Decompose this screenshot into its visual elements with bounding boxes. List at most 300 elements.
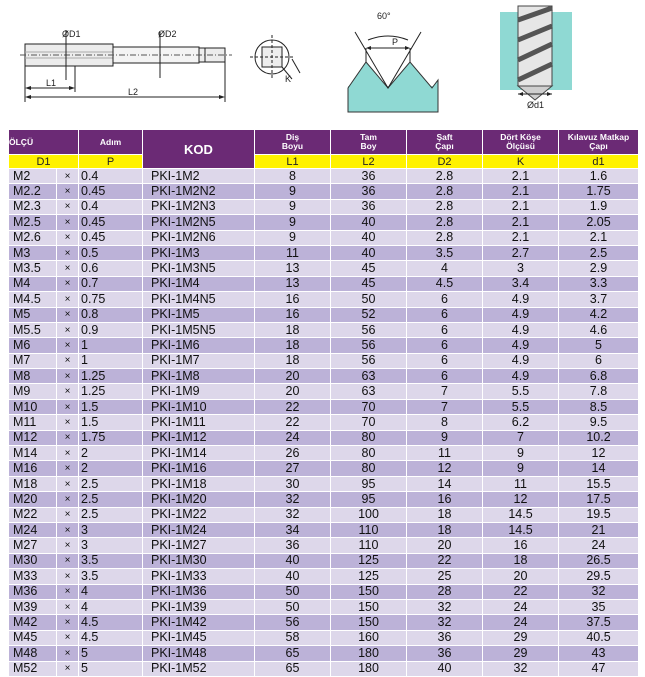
cell-size: M30 [9,553,57,568]
cell-shank-dia: 22 [407,553,483,568]
cell-shank-dia: 7 [407,384,483,399]
cell-drill-dia: 4.2 [559,307,639,322]
sym-d1: D1 [9,155,79,169]
cell-total-length: 40 [331,230,407,245]
cell-shank-dia: 16 [407,492,483,507]
cell-total-length: 45 [331,276,407,291]
cell-size: M4.5 [9,292,57,307]
cell-total-length: 45 [331,261,407,276]
cell-code: PKI-1M2N6 [143,230,255,245]
table-row [9,399,639,414]
cell-code: PKI-1M2 [143,169,255,184]
cell-drill-dia: 2.9 [559,261,639,276]
cell-times: × [57,230,79,245]
cell-thread-length: 9 [255,230,331,245]
cell-pitch: 0.75 [79,292,143,307]
cell-code: PKI-1M9 [143,384,255,399]
cell-pitch: 1 [79,353,143,368]
cell-square: 9 [483,461,559,476]
cell-drill-dia: 5 [559,338,639,353]
cell-shank-dia: 2.8 [407,184,483,199]
cell-times: × [57,353,79,368]
spec-table [8,129,639,677]
cell-shank-dia: 6 [407,322,483,337]
cell-square: 14.5 [483,507,559,522]
cell-pitch: 0.9 [79,322,143,337]
cell-square: 6.2 [483,415,559,430]
cell-size: M52 [9,661,57,676]
cell-times: × [57,199,79,214]
header-adim [79,130,143,155]
sym-k: K [483,155,559,169]
cell-times: × [57,492,79,507]
cell-total-length: 150 [331,584,407,599]
cell-drill-dia: 6 [559,353,639,368]
table-row [9,292,639,307]
cell-shank-dia: 36 [407,630,483,645]
cell-square: 2.1 [483,184,559,199]
cell-size: M7 [9,353,57,368]
cell-drill-dia: 4.6 [559,322,639,337]
cell-pitch: 1.25 [79,384,143,399]
cell-thread-length: 27 [255,461,331,476]
header-kod: KOD [143,130,255,169]
cell-drill-dia: 14 [559,461,639,476]
table-row [9,476,639,491]
table-body [9,169,639,677]
table-row [9,630,639,645]
cell-shank-dia: 2.8 [407,215,483,230]
cell-times: × [57,538,79,553]
cell-shank-dia: 6 [407,353,483,368]
cell-drill-dia: 10.2 [559,430,639,445]
header-kose-line1: Dört Köşe [500,132,541,142]
cell-shank-dia: 2.8 [407,169,483,184]
cell-times: × [57,446,79,461]
header-dis-boyu-line1: Diş [285,132,300,142]
table-row [9,430,639,445]
cell-total-length: 125 [331,553,407,568]
cell-thread-length: 9 [255,184,331,199]
cell-times: × [57,646,79,661]
cell-square: 20 [483,569,559,584]
cell-thread-length: 36 [255,538,331,553]
cell-thread-length: 32 [255,507,331,522]
table-row [9,661,639,676]
cell-times: × [57,461,79,476]
cell-drill-dia: 37.5 [559,615,639,630]
table-row [9,199,639,214]
header-saft [407,130,483,155]
cell-pitch: 0.45 [79,215,143,230]
cell-total-length: 125 [331,569,407,584]
cell-thread-length: 16 [255,292,331,307]
cell-code: PKI-1M36 [143,584,255,599]
cell-code: PKI-1M16 [143,461,255,476]
cell-code: PKI-1M14 [143,446,255,461]
cell-square: 2.1 [483,215,559,230]
cell-shank-dia: 4.5 [407,276,483,291]
cell-shank-dia: 3.5 [407,245,483,260]
cell-thread-length: 18 [255,322,331,337]
label-d2: ØD2 [158,29,177,39]
cell-code: PKI-1M33 [143,569,255,584]
cell-square: 4.9 [483,307,559,322]
cell-thread-length: 50 [255,599,331,614]
cell-code: PKI-1M3N5 [143,261,255,276]
cell-size: M4 [9,276,57,291]
table-row [9,553,639,568]
table-row [9,384,639,399]
table-row [9,584,639,599]
label-k: K [285,74,292,84]
cell-times: × [57,245,79,260]
cell-total-length: 80 [331,446,407,461]
header-saft-line1: Şaft [436,132,453,142]
cell-square: 18 [483,553,559,568]
cell-thread-length: 50 [255,584,331,599]
cell-pitch: 1.25 [79,369,143,384]
table-row [9,338,639,353]
cell-thread-length: 16 [255,307,331,322]
cell-total-length: 150 [331,615,407,630]
cell-thread-length: 58 [255,630,331,645]
cell-thread-length: 18 [255,338,331,353]
table-row [9,369,639,384]
cell-thread-length: 20 [255,369,331,384]
cell-square: 9 [483,446,559,461]
cell-square: 4.9 [483,292,559,307]
sym-l2: L2 [331,155,407,169]
cell-code: PKI-1M30 [143,553,255,568]
cell-thread-length: 65 [255,661,331,676]
cell-total-length: 70 [331,415,407,430]
cell-times: × [57,415,79,430]
cell-times: × [57,169,79,184]
cell-code: PKI-1M24 [143,522,255,537]
table-row [9,353,639,368]
cell-drill-dia: 19.5 [559,507,639,522]
cell-total-length: 95 [331,492,407,507]
header-tam-boy-line1: Tam [360,132,377,142]
sym-d2: D2 [407,155,483,169]
cell-times: × [57,553,79,568]
cell-shank-dia: 6 [407,292,483,307]
cell-code: PKI-1M5N5 [143,322,255,337]
table-row [9,261,639,276]
cell-thread-length: 9 [255,199,331,214]
cell-shank-dia: 18 [407,507,483,522]
cell-code: PKI-1M45 [143,630,255,645]
cell-pitch: 5 [79,661,143,676]
cell-pitch: 0.6 [79,261,143,276]
cell-total-length: 36 [331,184,407,199]
cell-size: M10 [9,399,57,414]
cell-times: × [57,430,79,445]
cell-drill-dia: 8.5 [559,399,639,414]
cell-shank-dia: 7 [407,399,483,414]
header-adim-label: Adım [99,136,122,147]
cell-shank-dia: 25 [407,569,483,584]
cell-square: 22 [483,584,559,599]
tap-side-view [20,30,232,102]
cell-times: × [57,276,79,291]
cell-square: 11 [483,476,559,491]
cell-square: 3.4 [483,276,559,291]
cell-size: M5.5 [9,322,57,337]
cell-drill-dia: 21 [559,522,639,537]
cell-pitch: 1 [79,338,143,353]
cell-square: 3 [483,261,559,276]
cell-times: × [57,322,79,337]
cell-pitch: 1.5 [79,415,143,430]
cell-total-length: 36 [331,199,407,214]
table-row [9,569,639,584]
cell-size: M2.2 [9,184,57,199]
cell-square: 2.1 [483,199,559,214]
table-row [9,522,639,537]
table-row [9,169,639,184]
cell-size: M27 [9,538,57,553]
table-row [9,322,639,337]
cell-total-length: 180 [331,661,407,676]
cell-drill-dia: 1.9 [559,199,639,214]
cell-total-length: 63 [331,369,407,384]
cell-times: × [57,369,79,384]
cell-code: PKI-1M4N5 [143,292,255,307]
cell-pitch: 4 [79,599,143,614]
cell-code: PKI-1M42 [143,615,255,630]
cell-drill-dia: 15.5 [559,476,639,491]
diagram-strip [0,0,645,128]
drill-bit-view [500,6,572,100]
cell-drill-dia: 3.3 [559,276,639,291]
cell-square: 2.1 [483,169,559,184]
cell-pitch: 0.4 [79,199,143,214]
cell-square: 29 [483,630,559,645]
cell-pitch: 0.45 [79,184,143,199]
cell-pitch: 3 [79,522,143,537]
cell-drill-dia: 7.8 [559,384,639,399]
cell-code: PKI-1M18 [143,476,255,491]
cell-code: PKI-1M10 [143,399,255,414]
cell-code: PKI-1M2N3 [143,199,255,214]
cell-shank-dia: 32 [407,615,483,630]
cell-size: M2.6 [9,230,57,245]
cell-drill-dia: 12 [559,446,639,461]
cell-size: M2.3 [9,199,57,214]
label-p: P [392,37,399,47]
cell-code: PKI-1M4 [143,276,255,291]
cell-shank-dia: 32 [407,599,483,614]
header-olcu-label: ÖLÇÜ [9,136,34,147]
cell-drill-dia: 32 [559,584,639,599]
cell-square: 5.5 [483,384,559,399]
header-dis-boyu-line2: Boyu [281,141,304,151]
cell-times: × [57,584,79,599]
cell-thread-length: 65 [255,646,331,661]
cell-pitch: 0.45 [79,230,143,245]
cell-pitch: 3.5 [79,569,143,584]
cell-pitch: 0.4 [79,169,143,184]
cell-times: × [57,215,79,230]
cell-shank-dia: 36 [407,646,483,661]
cell-pitch: 2 [79,446,143,461]
header-olcu [9,130,79,155]
cell-shank-dia: 14 [407,476,483,491]
cell-total-length: 56 [331,338,407,353]
cell-shank-dia: 28 [407,584,483,599]
table-row [9,184,639,199]
cell-shank-dia: 40 [407,661,483,676]
cell-code: PKI-1M11 [143,415,255,430]
cell-drill-dia: 17.5 [559,492,639,507]
cell-size: M42 [9,615,57,630]
cell-size: M20 [9,492,57,507]
cell-code: PKI-1M8 [143,369,255,384]
cell-pitch: 1.75 [79,430,143,445]
cell-shank-dia: 4 [407,261,483,276]
cell-size: M24 [9,522,57,537]
cell-times: × [57,522,79,537]
cell-drill-dia: 29.5 [559,569,639,584]
cell-thread-length: 8 [255,169,331,184]
cell-pitch: 1.5 [79,399,143,414]
cell-drill-dia: 1.75 [559,184,639,199]
cell-shank-dia: 12 [407,461,483,476]
cell-square: 12 [483,492,559,507]
cell-drill-dia: 40.5 [559,630,639,645]
header-matkap-line2: Çapı [589,141,608,151]
cell-times: × [57,476,79,491]
cell-times: × [57,338,79,353]
cell-thread-length: 26 [255,446,331,461]
cell-times: × [57,399,79,414]
cell-thread-length: 34 [255,522,331,537]
cell-square: 4.9 [483,322,559,337]
cell-times: × [57,184,79,199]
header-matkap-line1: Kılavuz Matkap [567,132,630,142]
cell-size: M14 [9,446,57,461]
cell-drill-dia: 2.1 [559,230,639,245]
cell-code: PKI-1M48 [143,646,255,661]
cell-size: M5 [9,307,57,322]
header-tam-boy [331,130,407,155]
cell-code: PKI-1M22 [143,507,255,522]
cell-square: 24 [483,615,559,630]
square-drive-view [250,35,300,79]
cell-thread-length: 56 [255,615,331,630]
cell-thread-length: 13 [255,276,331,291]
cell-pitch: 0.8 [79,307,143,322]
cell-code: PKI-1M2N2 [143,184,255,199]
cell-shank-dia: 6 [407,338,483,353]
cell-size: M48 [9,646,57,661]
table-row [9,276,639,291]
cell-thread-length: 40 [255,553,331,568]
cell-square: 4.9 [483,338,559,353]
cell-size: M22 [9,507,57,522]
header-kose-line2: Ölçüsü [506,141,535,151]
cell-pitch: 2.5 [79,476,143,491]
cell-total-length: 110 [331,522,407,537]
cell-pitch: 4.5 [79,630,143,645]
cell-size: M45 [9,630,57,645]
cell-size: M9 [9,384,57,399]
label-l1: L1 [46,78,57,88]
cell-pitch: 0.5 [79,245,143,260]
cell-drill-dia: 47 [559,661,639,676]
cell-drill-dia: 43 [559,646,639,661]
cell-square: 24 [483,599,559,614]
cell-shank-dia: 6 [407,369,483,384]
cell-size: M8 [9,369,57,384]
table-row [9,245,639,260]
cell-size: M36 [9,584,57,599]
table-row [9,461,639,476]
cell-thread-length: 13 [255,261,331,276]
cell-drill-dia: 24 [559,538,639,553]
header-saft-line2: Çapı [435,141,454,151]
cell-total-length: 80 [331,430,407,445]
cell-shank-dia: 2.8 [407,199,483,214]
cell-times: × [57,261,79,276]
cell-shank-dia: 20 [407,538,483,553]
cell-total-length: 80 [331,461,407,476]
cell-square: 14.5 [483,522,559,537]
cell-square: 4.9 [483,369,559,384]
cell-size: M16 [9,461,57,476]
cell-pitch: 2.5 [79,492,143,507]
cell-total-length: 40 [331,245,407,260]
cell-total-length: 56 [331,322,407,337]
cell-code: PKI-1M20 [143,492,255,507]
cell-size: M11 [9,415,57,430]
cell-shank-dia: 2.8 [407,230,483,245]
cell-thread-length: 18 [255,353,331,368]
cell-thread-length: 9 [255,215,331,230]
table-row [9,215,639,230]
label-d1: ØD1 [62,29,81,39]
cell-square: 5.5 [483,399,559,414]
sym-dd1: d1 [559,155,639,169]
cell-drill-dia: 26.5 [559,553,639,568]
cell-thread-length: 20 [255,384,331,399]
cell-total-length: 52 [331,307,407,322]
cell-size: M12 [9,430,57,445]
cell-drill-dia: 6.8 [559,369,639,384]
cell-drill-dia: 2.05 [559,215,639,230]
cell-code: PKI-1M7 [143,353,255,368]
cell-size: M3 [9,245,57,260]
cell-pitch: 4 [79,584,143,599]
cell-total-length: 95 [331,476,407,491]
cell-pitch: 5 [79,646,143,661]
cell-total-length: 160 [331,630,407,645]
cell-size: M3.5 [9,261,57,276]
cell-square: 4.9 [483,353,559,368]
cell-total-length: 100 [331,507,407,522]
cell-times: × [57,630,79,645]
cell-size: M2.5 [9,215,57,230]
table-row [9,507,639,522]
cell-shank-dia: 11 [407,446,483,461]
cell-square: 2.7 [483,245,559,260]
cell-times: × [57,292,79,307]
cell-square: 32 [483,661,559,676]
cell-total-length: 50 [331,292,407,307]
header-tam-boy-line2: Boy [360,141,377,151]
